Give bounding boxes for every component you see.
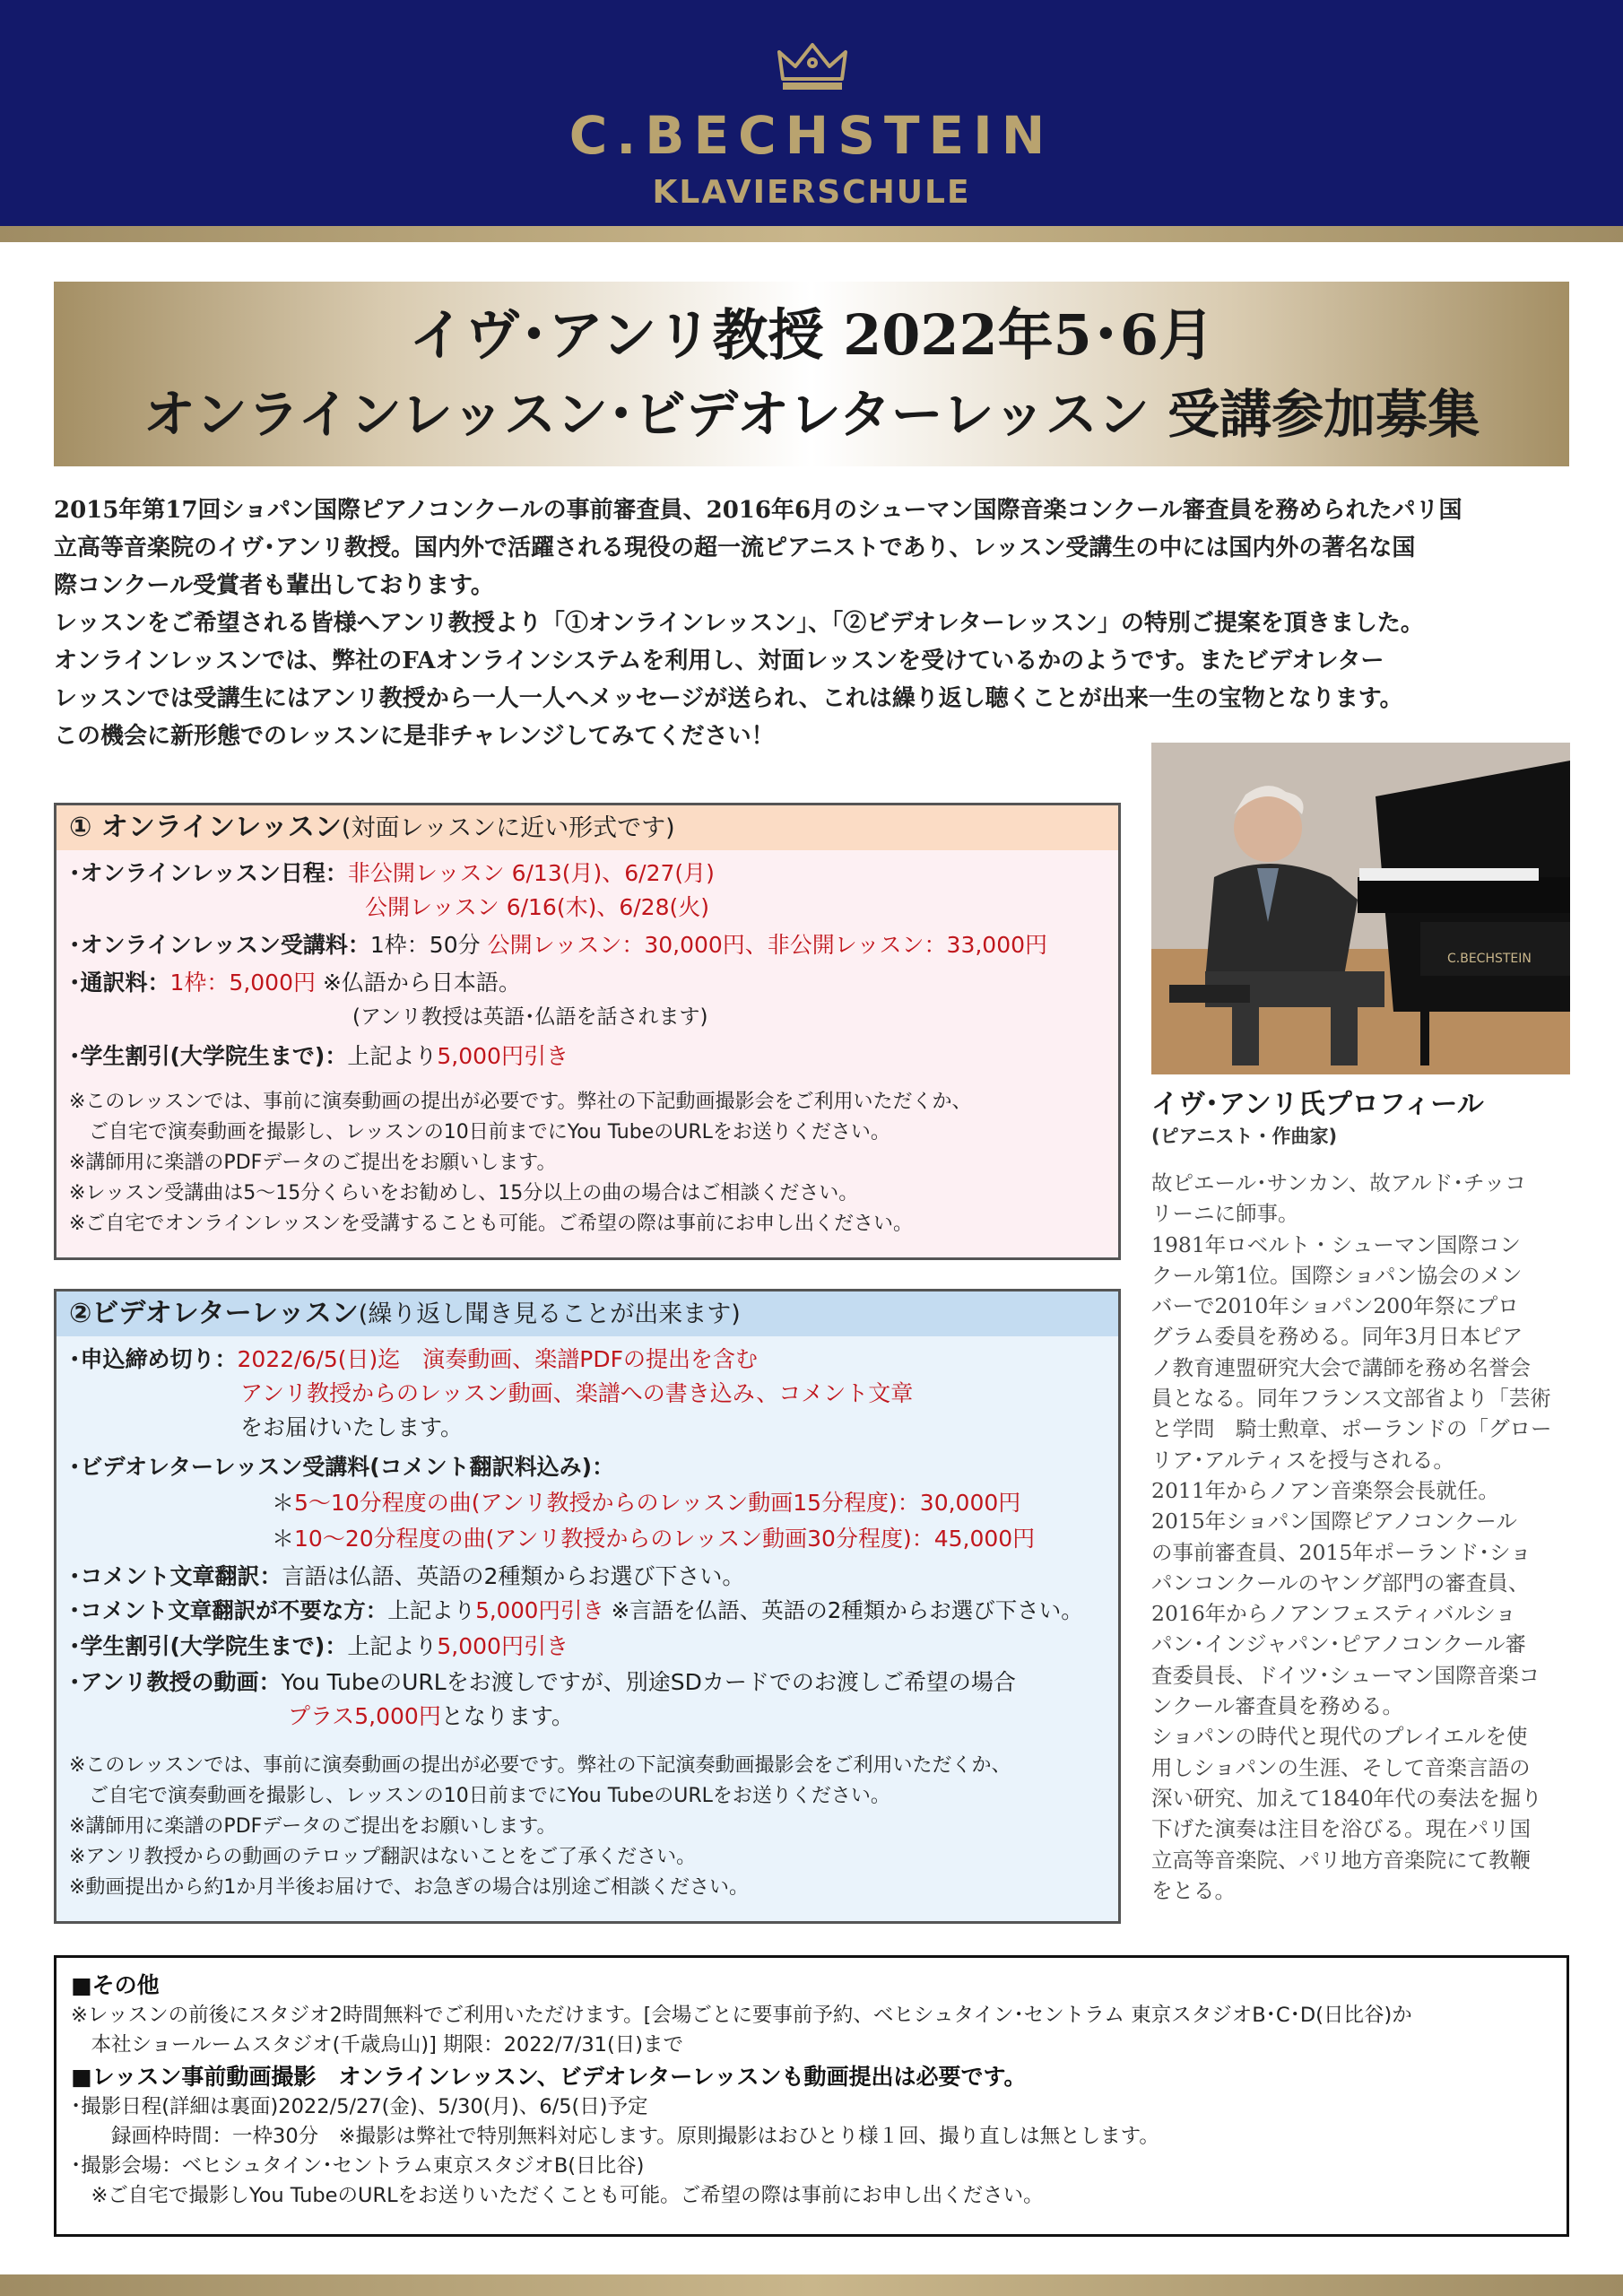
- online-note: ※ご自宅でオンラインレッスンを受講することも可能。ご希望の際は事前にお申し出ください。: [69, 1213, 914, 1235]
- no-translation-pre: 上記より: [387, 1597, 476, 1623]
- intro-text: [54, 491, 1573, 755]
- crown-icon: [776, 38, 849, 97]
- deadline-label: ･申込締め切り：: [69, 1346, 238, 1372]
- profile-line: 深い研究、加えて1840年代の奏法を掘り: [1151, 1785, 1542, 1811]
- page-title: イヴ･アンリ教授 2022年5･6月: [409, 302, 1214, 368]
- video-note: ※動画提出から約1か月半後お届けで、お急ぎの場合は別途ご相談ください。: [69, 1876, 749, 1899]
- intro-line: レッスンをご希望される皆様へアンリ教授より「①オンラインレッスン」、「②ビデオレターレッスン」の特別ご提案を頂きました。: [54, 610, 1424, 637]
- online-lesson-heading: [56, 805, 1118, 850]
- profile-line: クール第1位。国際ショパン協会のメン: [1151, 1262, 1523, 1288]
- profile-title: イヴ･アンリ氏プロフィール: [1151, 1089, 1484, 1120]
- online-note: ※講師用に楽譜のPDFデータのご提出をお願いします。: [69, 1152, 557, 1174]
- profile-line: 2015年ショパン国際ピアノコンクール: [1151, 1509, 1517, 1535]
- online-note: ※このレッスンでは、事前に演奏動画の提出が必要です。弊社の下記動画撮影会をご利用いただくか、: [69, 1091, 972, 1113]
- other-line: ･撮影会場：ベヒシュタイン･セントラム東京スタジオB(日比谷): [71, 2154, 645, 2178]
- online-lesson-box: [54, 803, 1121, 1260]
- other-line: ※ご自宅で撮影しYou TubeのURLをお送りいただくことも可能。ご希望の際は事前にお申し出ください。: [71, 2184, 1044, 2207]
- other-line: 録画枠時間：一枠30分 ※撮影は弊社で特別無料対応します。原則撮影はおひとり様１回、撮り直しは無とします。: [71, 2125, 1159, 2148]
- deadline-row: [69, 1344, 758, 1376]
- video-fee-2: [272, 1523, 1035, 1555]
- piano-brand-text: C.BECHSTEIN: [1447, 952, 1532, 966]
- online-fee-unit: 1枠：50分: [369, 932, 488, 958]
- profile-line: グラム委員を務める。同年3月日本ピア: [1151, 1324, 1523, 1350]
- online-schedule-row: [69, 857, 715, 890]
- video-letter-heading: [56, 1292, 1118, 1336]
- profile-line: 立高等音楽院、パリ地方音楽院にて教鞭: [1151, 1847, 1531, 1873]
- profile-line: 員となる。同年フランス文部省より「芸術: [1151, 1386, 1551, 1412]
- other-line: 本社ショールームスタジオ(千歳烏山)] 期限：2022/7/31(日)まで: [71, 2033, 684, 2057]
- profile-line: 2011年からノアン音楽祭会長就任。: [1151, 1477, 1499, 1503]
- video-note: ※講師用に楽譜のPDFデータのご提出をお願いします。: [69, 1815, 557, 1838]
- online-schedule-label: ･オンラインレッスン日程：: [69, 860, 348, 886]
- video-delivery-value: You TubeのURLをお渡しですが、別途SDカードでのお渡しご希望の場合: [281, 1669, 1016, 1695]
- no-translation-value: 5,000円引き: [475, 1597, 604, 1623]
- profile-line: の事前審査員、2015年ポーランド･ショ: [1151, 1539, 1532, 1565]
- video-note: ※このレッスンでは、事前に演奏動画の提出が必要です。弊社の下記演奏動画撮影会をご利用いただくか、: [69, 1754, 1011, 1777]
- profile-body: [1151, 1168, 1571, 1906]
- online-student-value: 5,000円引き: [437, 1043, 568, 1069]
- interp-fee-note2: (アンリ教授は英語･仏語を話されます): [352, 1005, 708, 1029]
- video-student-pre: 上記より: [347, 1633, 438, 1659]
- video-delivery-row: [69, 1666, 1016, 1699]
- video-delivery-extra-price: プラス5,000円: [288, 1703, 441, 1729]
- deadline-line3: をお届けいたします。: [240, 1414, 464, 1440]
- video-delivery-label: ･アンリ教授の動画：: [69, 1669, 282, 1695]
- video-fee-1: [272, 1487, 1020, 1519]
- interp-fee-label: ･通訳料：: [69, 970, 170, 996]
- profile-line: ンクール審査員を務める。: [1151, 1693, 1404, 1719]
- profile-line: 故ピエール･サンカン、故アルド･チッコ: [1151, 1170, 1526, 1196]
- video-student-label: ･学生割引(大学院生まで)：: [69, 1633, 348, 1659]
- other-heading: ■その他: [71, 1972, 160, 1998]
- video-student-row: [69, 1631, 568, 1663]
- profile-line: 査委員長、ドイツ･シューマン国際音楽コ: [1151, 1662, 1541, 1688]
- no-translation-row: [69, 1595, 1083, 1627]
- profile-line: リーニに師事。: [1151, 1201, 1299, 1227]
- online-lesson-heading-text: ① オンラインレッスン: [69, 812, 342, 843]
- intro-line: 際コンクール受賞者も輩出しております。: [54, 572, 494, 599]
- profile-line: パン･インジャパン･ピアノコンクール審: [1151, 1631, 1526, 1657]
- interp-fee-value: 1枠：5,000円: [169, 970, 316, 996]
- deadline-line2: アンリ教授からのレッスン動画、楽譜への書き込み、コメント文章: [240, 1380, 914, 1406]
- intro-line: レッスンでは受講生にはアンリ教授から一人一人へメッセージが送られ、これは繰り返し聴くことが出来一生の宝物となります。: [54, 685, 1403, 712]
- video-letter-heading-text: ②ビデオレターレッスン: [69, 1298, 359, 1329]
- translation-row: [69, 1561, 744, 1593]
- deadline-value: 2022/6/5(日)迄 演奏動画、楽譜PDFの提出を含む: [237, 1346, 759, 1372]
- intro-line: 立高等音楽院のイヴ･アンリ教授。国内外で活躍される現役の超一流ピアニストであり、レッスン受講生の中には国内外の著名な国: [54, 535, 1416, 561]
- other-info-box: [54, 1955, 1569, 2237]
- profile-subtitle: (ピアニスト・作曲家): [1151, 1126, 1338, 1147]
- brand-logo-text: C.BECHSTEIN: [568, 105, 1055, 166]
- other-line: ･撮影日程(詳細は裏面)2022/5/27(金)、5/30(月)、6/5(日)予定: [71, 2095, 648, 2118]
- video-delivery-extra-post: となります。: [440, 1703, 574, 1729]
- footer-gold-stripe: [0, 2274, 1623, 2296]
- online-fee-label: ･オンラインレッスン受講料：: [69, 932, 370, 958]
- translation-value: 言語は仏語、英語の2種類からお選び下さい。: [282, 1563, 745, 1589]
- profile-line: ノ教育連盟研究大会で講師を務め名誉会: [1151, 1354, 1531, 1380]
- online-student-label: ･学生割引(大学院生まで)：: [69, 1043, 348, 1069]
- video-fee-2-text: 10～20分程度の曲(アンリ教授からのレッスン動画30分程度)：45,000円: [294, 1526, 1036, 1552]
- video-delivery-extra: [288, 1700, 574, 1733]
- no-translation-label: ･コメント文章翻訳が不要な方：: [69, 1597, 388, 1623]
- intro-line: オンラインレッスンでは、弊社のFAオンラインシステムを利用し、対面レッスンを受けているかのようです。またビデオレター: [54, 648, 1384, 674]
- video-fee-1-text: 5～10分程度の曲(アンリ教授からのレッスン動画15分程度)：30,000円: [294, 1490, 1021, 1516]
- profile-line: 2016年からノアンフェスティバルショ: [1151, 1601, 1516, 1627]
- online-schedule-private: 非公開レッスン 6/13(月)、6/27(月): [347, 860, 715, 886]
- translation-label: ･コメント文章翻訳：: [69, 1563, 282, 1589]
- online-lesson-heading-sub: (対面レッスンに近い形式です): [341, 814, 675, 842]
- online-note: ※レッスン受講曲は5～15分くらいをお勧めし、15分以上の曲の場合はご相談ください。: [69, 1182, 859, 1205]
- video-student-value: 5,000円引き: [437, 1633, 568, 1659]
- video-fee-label: ･ビデオレターレッスン受講料(コメント翻訳料込み)：: [69, 1454, 615, 1480]
- header-gold-stripe: [0, 226, 1623, 242]
- video-letter-box: [54, 1289, 1121, 1924]
- profile-line: リア･アルティスを授与される。: [1151, 1447, 1454, 1473]
- no-translation-note: ※言語を仏語、英語の2種類からお選び下さい。: [603, 1597, 1083, 1623]
- online-fee-value: 公開レッスン：30,000円、非公開レッスン：33,000円: [487, 932, 1048, 958]
- profile-line: と学問 騎士勲章、ポーランドの「グロー: [1151, 1416, 1552, 1442]
- online-note: ご自宅で演奏動画を撮影し、レッスンの10日前までにYou TubeのURLをお送りください。: [69, 1121, 890, 1144]
- interp-fee-note: ※仏語から日本語。: [316, 970, 521, 996]
- pianist-at-piano-illustration: [1151, 743, 1570, 1074]
- profile-line: 用しショパンの生涯、そして音楽言語の: [1151, 1754, 1531, 1780]
- profile-line: ショパンの時代と現代のプレイエルを使: [1151, 1724, 1528, 1750]
- profile-line: パンコンクールのヤング部門の審査員、: [1151, 1570, 1530, 1596]
- other-line: ※レッスンの前後にスタジオ2時間無料でご利用いただけます。[会場ごとに要事前予約、ベヒシュタイン･セントラム 東京スタジオB･C･D(日比谷)か: [71, 2004, 1412, 2027]
- brand-subtitle: KLAVIERSCHULE: [652, 174, 971, 211]
- page-subtitle: オンラインレッスン･ビデオレターレッスン 受講参加募集: [143, 384, 1480, 445]
- video-fee-1-mark: ＊: [272, 1490, 295, 1516]
- video-note: ※アンリ教授からの動画のテロップ翻訳はないことをご了承ください。: [69, 1846, 697, 1868]
- intro-line: 2015年第17回ショパン国際ピアノコンクールの事前審査員、2016年6月のシューマン国際音楽コンクール審査員を務められたパリ国: [54, 497, 1462, 524]
- intro-line: この機会に新形態でのレッスンに是非チャレンジしてみてください！: [54, 723, 775, 750]
- profile-line: 下げた演奏は注目を浴びる。現在パリ国: [1151, 1816, 1531, 1842]
- interp-fee-row: [69, 967, 521, 999]
- profile-line: をとる。: [1151, 1877, 1236, 1903]
- online-fee-row: [69, 929, 1047, 961]
- video-letter-heading-sub: (繰り返し聞き見ることが出来ます): [358, 1300, 741, 1328]
- filming-heading: ■レッスン事前動画撮影 オンラインレッスン、ビデオレターレッスンも動画提出は必要です。: [71, 2064, 1027, 2090]
- header-banner: [0, 0, 1623, 226]
- pianist-photo: [1151, 743, 1570, 1074]
- profile-line: バーで2010年ショパン200年祭にプロ: [1151, 1293, 1519, 1319]
- title-band: [54, 282, 1569, 466]
- online-student-row: [69, 1040, 568, 1073]
- video-fee-2-mark: ＊: [272, 1526, 295, 1552]
- online-schedule-public: 公開レッスン 6/16(木)、6/28(火): [365, 894, 709, 920]
- online-student-pre: 上記より: [347, 1043, 438, 1069]
- video-note: ご自宅で演奏動画を撮影し、レッスンの10日前までにYou TubeのURLをお送りください。: [69, 1785, 890, 1807]
- profile-line: 1981年ロベルト・シューマン国際コン: [1151, 1231, 1521, 1257]
